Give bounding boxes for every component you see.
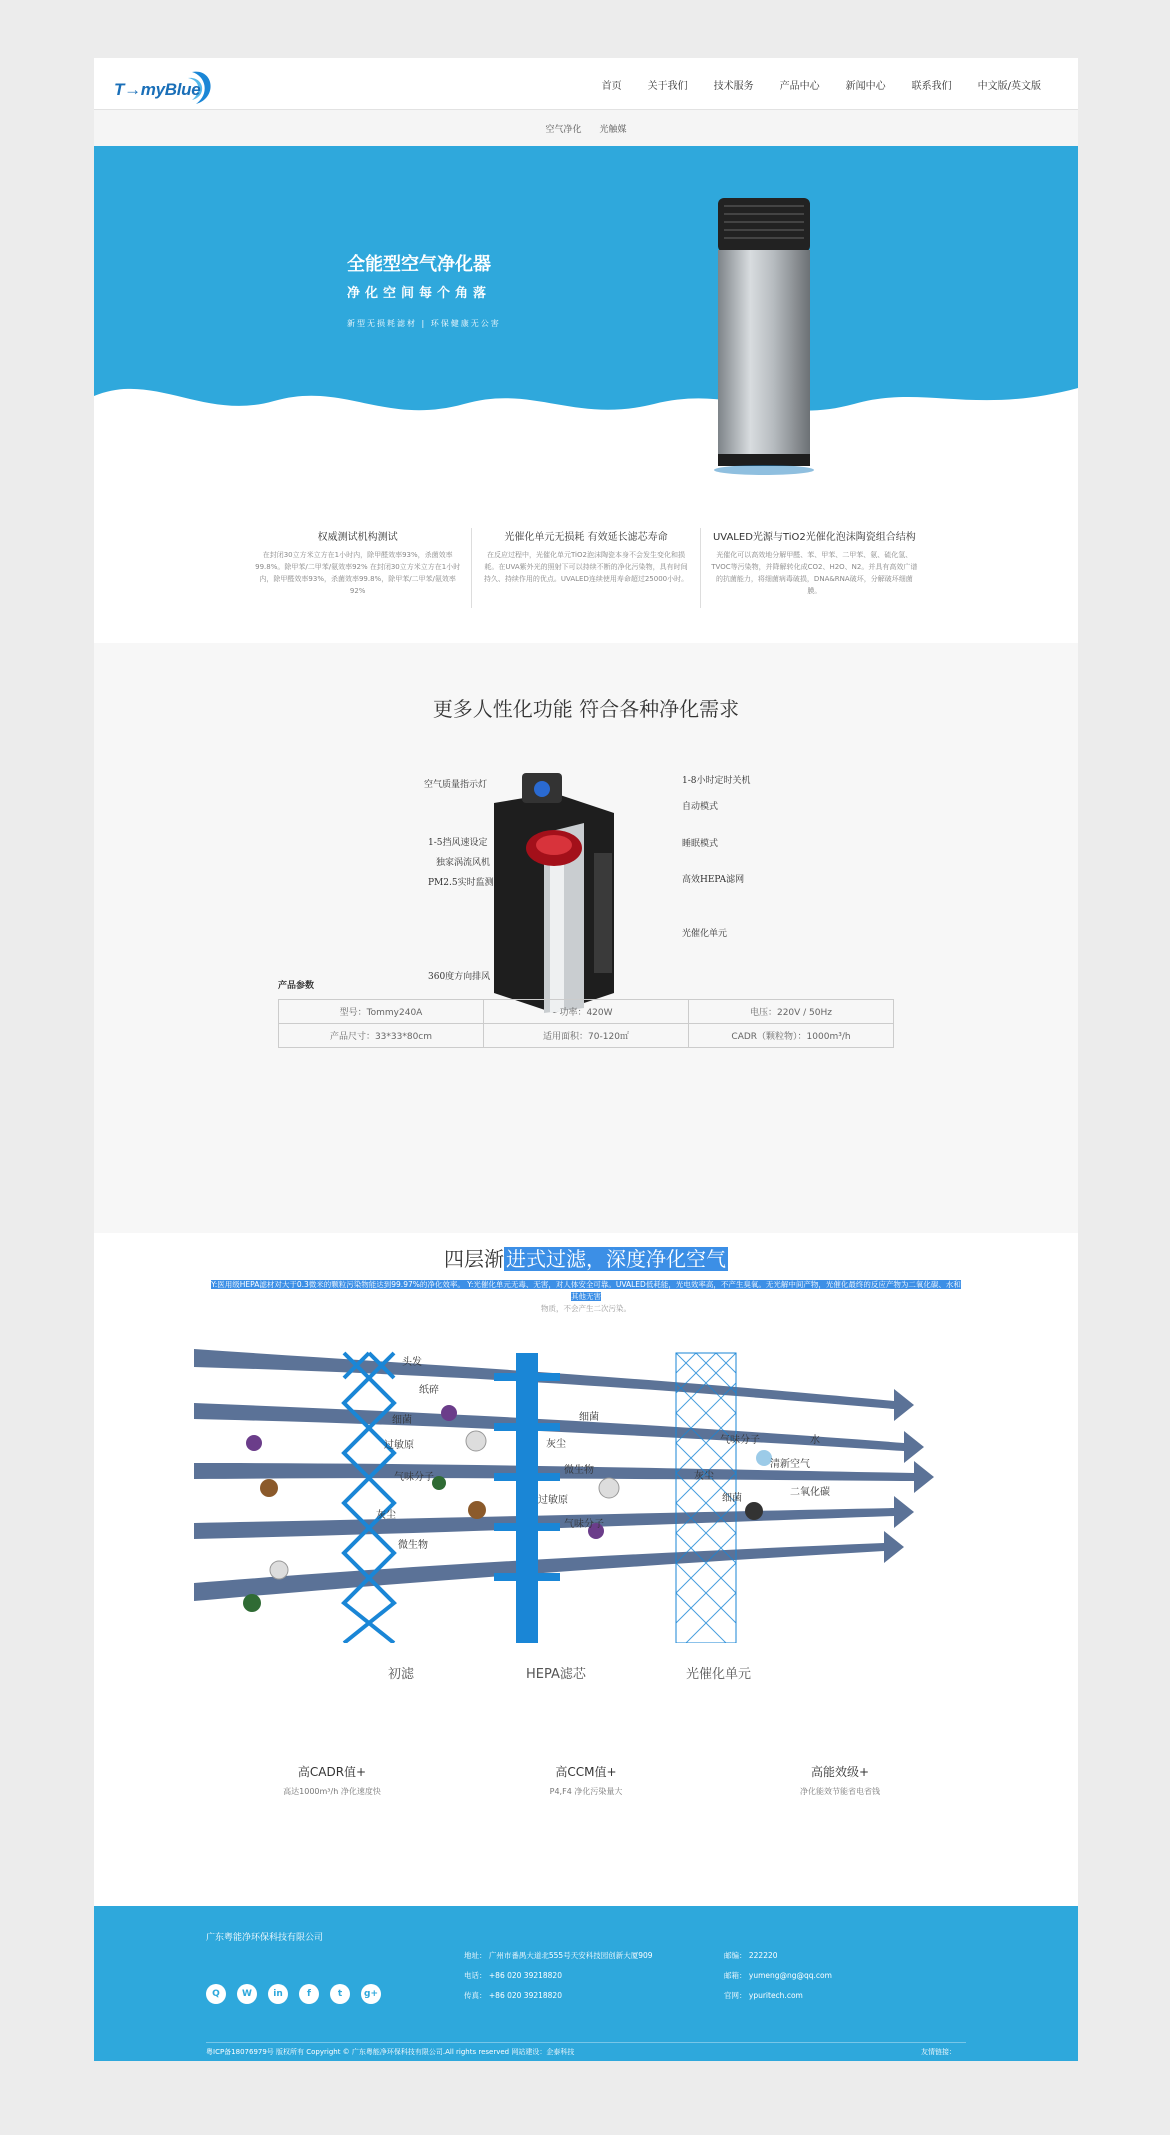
stat-text: P4,F4 净化污染量大 bbox=[549, 1787, 623, 1796]
logo-text: T→myBlue bbox=[114, 80, 201, 99]
footer bbox=[94, 1906, 1078, 2061]
param-cell: CADR（颗粒物）：1000m³/h bbox=[689, 1024, 894, 1048]
desc-highlight: Y:医用级HEPA滤材对大于0.3微米的颗粒污染物能达到99.97%的净化效率。 Y:光催化单元无毒、无害，对人体安全可靠。UVALED低耗能，光电效率高，不产生臭氧。无光解中间产物，光催化最终的反应产物为二氧化碳、水和其他无害 bbox=[211, 1280, 961, 1301]
callout-timer: 1-8小时定时关机 bbox=[682, 776, 751, 786]
callout-hepa: 高效HEPA滤网 bbox=[682, 875, 745, 885]
nav-language[interactable]: 中文版/英文版 bbox=[977, 80, 1041, 92]
flow-label: 灰尘 bbox=[546, 1439, 566, 1450]
feature-item bbox=[244, 528, 472, 608]
footer-zip: 邮编： 222220 bbox=[724, 1951, 778, 1960]
footer-copyright: 粤ICP备18076979号 版权所有 Copyright © 广东粤能净环保科技有限公司.All rights reserved 网站建设：企泰科技 bbox=[206, 2048, 575, 2056]
functions-section bbox=[94, 643, 1078, 1233]
flow-label: 灰尘 bbox=[376, 1510, 396, 1521]
flow-label: 过敏原 bbox=[384, 1440, 414, 1451]
feature-item bbox=[701, 528, 928, 608]
filtration-desc bbox=[208, 1279, 964, 1315]
stat-text: 净化能效节能省电省钱 bbox=[800, 1787, 880, 1796]
page bbox=[94, 58, 1078, 2061]
callout-photocatalyst: 光催化单元 bbox=[682, 929, 728, 939]
table-row bbox=[279, 1024, 894, 1048]
footer-bottom bbox=[206, 2042, 966, 2057]
feature-title: 权威测试机构测试 bbox=[317, 532, 398, 543]
stat-title: 高能效级+ bbox=[810, 1765, 870, 1779]
nav-news[interactable]: 新闻中心 bbox=[845, 80, 886, 92]
callout-vortex-fan: 独家涡流风机 bbox=[436, 858, 491, 868]
feature-item bbox=[472, 528, 700, 608]
params-title: 产品参数 bbox=[278, 981, 315, 991]
stat-ccm bbox=[486, 1763, 686, 1797]
flow-label: 细菌 bbox=[722, 1493, 742, 1504]
hero-title: 全能型空气净化器 bbox=[347, 254, 491, 275]
flow-label: 过敏原 bbox=[538, 1495, 568, 1506]
flow-label: 气味分子 bbox=[720, 1435, 760, 1446]
params-table bbox=[278, 999, 894, 1048]
stage-pre-filter: 初滤 bbox=[388, 1667, 415, 1682]
stat-text: 高达1000m³/h 净化速度快 bbox=[283, 1787, 381, 1796]
feature-text: 在反应过程中，光催化单元TiO2泡沫陶瓷本身不会发生变化和损耗。在UVA紫外光的照射下可以持续不断的净化污染物，具有时间持久、持续作用的优点。UVALED连续使用寿命超过25000小时。 bbox=[483, 551, 689, 583]
purifier-cutaway-image bbox=[474, 773, 634, 1023]
main-nav bbox=[589, 58, 1054, 110]
filtration-title bbox=[94, 1243, 1078, 1272]
footer-info-col bbox=[724, 1946, 832, 2006]
nav-contact[interactable]: 联系我们 bbox=[911, 80, 952, 92]
footer-email[interactable]: 邮箱： yumeng@ng@qq.com bbox=[724, 1971, 832, 1980]
callout-auto-mode: 自动模式 bbox=[682, 802, 719, 812]
stat-title: 高CADR值+ bbox=[297, 1765, 367, 1779]
filtration-section bbox=[94, 1233, 1078, 1923]
flow-label: 水 bbox=[810, 1435, 820, 1446]
stat-title: 高CCM值+ bbox=[555, 1765, 617, 1779]
nav-about[interactable]: 关于我们 bbox=[647, 80, 688, 92]
flow-label: 气味分子 bbox=[394, 1472, 434, 1483]
feature-text: 光催化可以高效地分解甲醛、苯、甲苯、二甲苯、氨、硫化氢、TVOC等污染物，并降解转化成CO2、H2O、N2。并具有高效广谱的抗菌能力，将细菌病毒破损，DNA&RNA破坏，分解破坏细菌膜。 bbox=[711, 551, 918, 595]
footer-address: 地址： 广州市番禺大道北555号天安科技园创新大厦909 bbox=[464, 1951, 653, 1960]
flow-label: 灰尘 bbox=[694, 1471, 714, 1482]
subnav-air-purify[interactable]: 空气净化 bbox=[545, 124, 582, 135]
flow-label: 微生物 bbox=[398, 1540, 428, 1551]
feature-title: 光催化单元无损耗 有效延长滤芯寿命 bbox=[504, 532, 668, 543]
twitter-icon[interactable]: t bbox=[330, 1984, 350, 2004]
functions-title: 更多人性化功能 符合各种净化需求 bbox=[432, 697, 740, 721]
stage-hepa: HEPA滤芯 bbox=[526, 1667, 586, 1682]
footer-contact-col bbox=[464, 1946, 653, 2006]
title-highlight: 进式过滤，深度净化空气 bbox=[506, 1247, 726, 1271]
flow-label: 二氧化碳 bbox=[790, 1487, 830, 1498]
desc-tail: 物质，不会产生二次污染。 bbox=[541, 1304, 631, 1313]
callout-pm25: PM2.5实时监测 bbox=[428, 878, 494, 888]
stage-photocatalyst: 光催化单元 bbox=[686, 1667, 752, 1682]
nav-tech-service[interactable]: 技术服务 bbox=[713, 80, 754, 92]
flow-label: 纸碎 bbox=[419, 1385, 439, 1396]
table-row bbox=[279, 1000, 894, 1024]
feature-title: UVALED光源与TiO2光催化泡沫陶瓷组合结构 bbox=[712, 532, 916, 543]
nav-home[interactable]: 首页 bbox=[601, 80, 622, 92]
flow-label: 清新空气 bbox=[770, 1459, 810, 1470]
footer-links[interactable]: 友情链接： bbox=[921, 2048, 956, 2056]
title-plain: 四层渐 bbox=[444, 1247, 504, 1271]
footer-phone: 电话： +86 020 39218820 bbox=[464, 1971, 562, 1980]
googleplus-icon[interactable]: g+ bbox=[361, 1984, 381, 2004]
wechat-icon[interactable]: W bbox=[237, 1984, 257, 2004]
flow-label: 细菌 bbox=[579, 1412, 599, 1423]
stat-cadr bbox=[232, 1763, 432, 1797]
flow-label: 气味分子 bbox=[564, 1519, 604, 1530]
subnav-photocatalyst[interactable]: 光触媒 bbox=[599, 124, 627, 135]
param-cell: 功率：420W bbox=[484, 1000, 689, 1024]
footer-company: 广东粤能净环保科技有限公司 bbox=[206, 1933, 324, 1943]
flow-label: 细菌 bbox=[392, 1415, 412, 1426]
flow-label: 微生物 bbox=[564, 1465, 594, 1476]
filtration-diagram bbox=[194, 1343, 974, 1643]
callout-air-quality-light: 空气质量指示灯 bbox=[424, 780, 488, 790]
stat-energy bbox=[740, 1763, 940, 1797]
callout-sleep-mode: 睡眠模式 bbox=[682, 839, 719, 849]
qq-icon[interactable]: Q bbox=[206, 1984, 226, 2004]
linkedin-icon[interactable]: in bbox=[268, 1984, 288, 2004]
footer-website[interactable]: 官网： ypuritech.com bbox=[724, 1991, 803, 2000]
nav-products[interactable]: 产品中心 bbox=[779, 80, 820, 92]
social-icons bbox=[206, 1984, 381, 2004]
air-purifier-image bbox=[704, 196, 824, 476]
param-cell: 产品尺寸：33*33*80cm bbox=[279, 1024, 484, 1048]
features-row bbox=[244, 528, 928, 608]
sub-nav bbox=[94, 110, 1078, 146]
param-cell: 适用面积：70-120㎡ bbox=[484, 1024, 689, 1048]
hero-tags: 新型无损耗滤材 | 环保健康无公害 bbox=[347, 319, 501, 328]
flow-label: 头发 bbox=[402, 1357, 422, 1368]
facebook-icon[interactable]: f bbox=[299, 1984, 319, 2004]
feature-text: 在封闭30立方米立方在1小时内，除甲醛效率93%，杀菌效率99.8%。除甲苯/二甲苯/氨效率92% 在封闭30立方米立方在1小时内，除甲醛效率93%，杀菌效率99.8%，除甲苯/二甲苯/氨效率92% bbox=[255, 551, 461, 595]
footer-fax: 传真： +86 020 39218820 bbox=[464, 1991, 562, 2000]
header bbox=[94, 58, 1078, 110]
callout-fan-speed: 1-5挡风速设定 bbox=[428, 838, 488, 848]
param-cell: 电压：220V / 50Hz bbox=[689, 1000, 894, 1024]
hero-wave bbox=[94, 376, 1078, 496]
hero-subtitle: 净化空间每个角落 bbox=[347, 286, 492, 301]
param-cell: 型号：Tommy240A bbox=[279, 1000, 484, 1024]
logo[interactable] bbox=[114, 64, 214, 108]
callout-360-exhaust: 360度方向排风 bbox=[428, 972, 491, 982]
hero-banner bbox=[94, 146, 1078, 496]
